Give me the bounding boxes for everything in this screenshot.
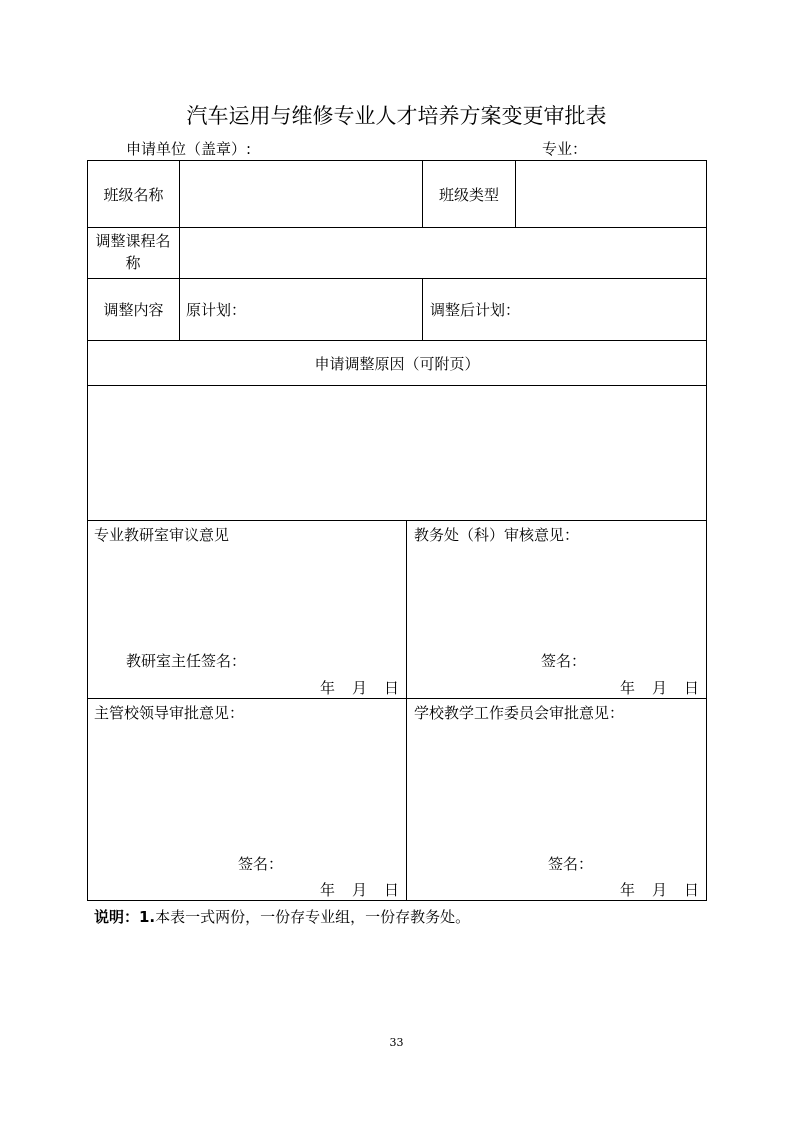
footnote <box>94 906 470 927</box>
footnote-text: 本表一式两份，一份存专业组，一份存教务处。 <box>155 908 471 926</box>
date-day: 日 <box>684 679 700 697</box>
class-name-field[interactable] <box>180 161 422 227</box>
class-type-field[interactable] <box>516 161 706 227</box>
form-title: 汽车运用与维修专业人才培养方案变更审批表 <box>186 104 607 128</box>
date-day: 日 <box>384 881 400 899</box>
date-day: 日 <box>684 881 700 899</box>
leader-opinion-label: 主管校领导审批意见： <box>94 704 245 722</box>
date-year: 年 <box>620 679 636 697</box>
page-number: 33 <box>389 1036 404 1049</box>
date-year: 年 <box>620 881 636 899</box>
date-month: 月 <box>652 881 668 899</box>
class-type-label: 班级类型 <box>438 186 499 204</box>
adjusted-plan-label: 调整后计划： <box>430 301 521 319</box>
date-month: 月 <box>352 679 368 697</box>
course-name-field[interactable] <box>180 228 706 278</box>
director-signature-label: 教研室主任签名： <box>126 652 247 670</box>
signature-label: 签名： <box>238 855 284 873</box>
teaching-office-opinion-label: 专业教研室审议意见 <box>94 526 230 544</box>
content-label: 调整内容 <box>103 301 164 319</box>
date-year: 年 <box>320 881 336 899</box>
date-year: 年 <box>320 679 336 697</box>
date-day: 日 <box>384 679 400 697</box>
date-month: 月 <box>652 679 668 697</box>
major-label: 专业： <box>542 140 588 158</box>
applicant-label: 申请单位（盖章）: <box>126 140 252 158</box>
original-plan-label: 原计划： <box>186 301 247 319</box>
date-month: 月 <box>352 881 368 899</box>
class-name-label: 班级名称 <box>103 186 164 204</box>
signature-label: 签名： <box>541 652 587 670</box>
committee-opinion-label: 学校教学工作委员会审批意见： <box>414 704 625 722</box>
academic-affairs-opinion-label: 教务处（科）审核意见： <box>414 526 580 544</box>
course-name-label: 调整课程名称 <box>95 232 171 272</box>
reason-field[interactable] <box>88 386 706 520</box>
footnote-prefix: 说明：1. <box>94 908 156 926</box>
reason-label: 申请调整原因（可附页） <box>314 355 480 373</box>
signature-label: 签名： <box>548 855 594 873</box>
